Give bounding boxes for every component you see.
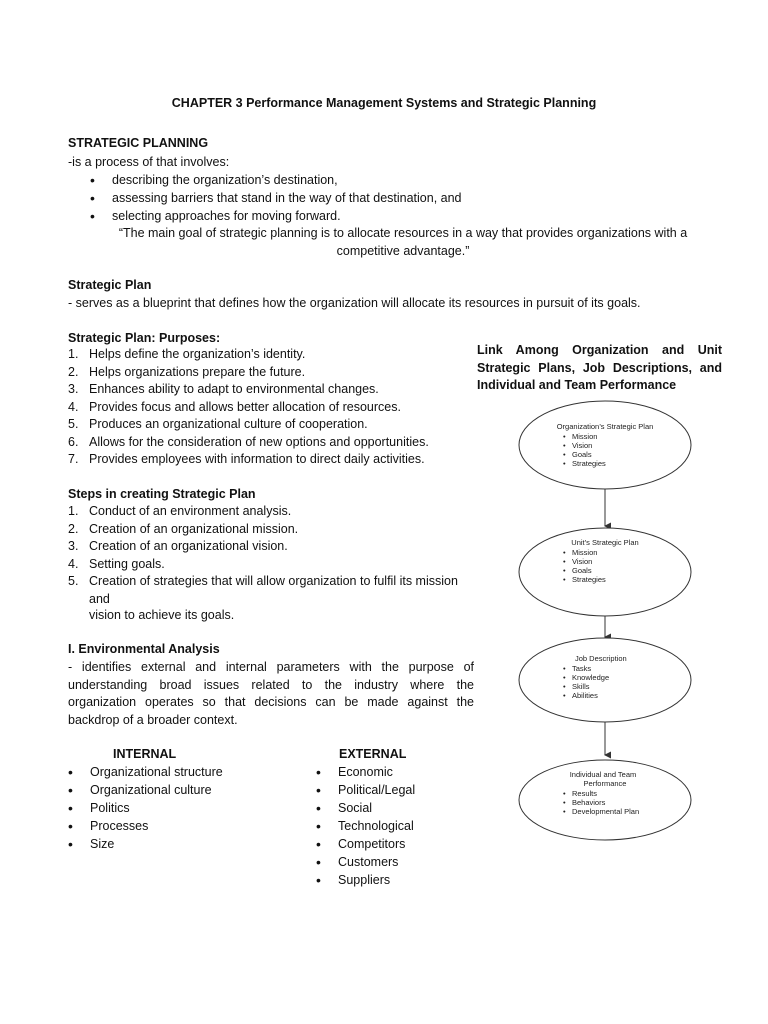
description-line: understanding broad issues related to the industry where the [68,677,474,692]
node-title: Organization’s Strategic Plan [556,422,654,431]
list-item [68,399,429,417]
strategic-plan-heading: Strategic Plan [68,278,152,292]
item-number: 1. [68,504,79,518]
node-item: Strategies [572,575,606,584]
bullet-icon: • [563,664,566,673]
node-item: Skills [572,682,590,691]
item-text: Creation of an organizational mission. [89,521,299,536]
bullet-icon: • [563,807,566,816]
node-item: Mission [572,432,598,441]
list-item: • Technological [314,817,415,835]
item-number: 5. [68,574,79,588]
node-item: Tasks [572,664,592,673]
bullet-icon: • [563,548,566,557]
purposes-list [68,346,429,469]
external-heading: EXTERNAL [339,747,407,761]
item-number: 3. [68,539,79,553]
list-item: • Economic [314,763,415,781]
node-item: Vision [572,441,593,450]
item-text: Creation of an organizational vision. [89,539,288,553]
node-title: Unit’s Strategic Plan [571,538,639,547]
bullet-icon: • [563,798,566,807]
diagram-heading-line: Individual and Team Performance [477,378,677,392]
environmental-description [68,659,474,729]
node-item: Vision [572,557,593,566]
list-item [68,521,458,539]
node-item: Strategies [572,459,606,468]
bullet-icon: • [563,557,566,566]
list-item [68,416,429,434]
list-item: • Competitors [314,835,415,853]
page-title: CHAPTER 3 Performance Management Systems and Strategic Planning [171,96,597,110]
list-item [68,346,429,364]
item-number: 4. [68,399,79,414]
item-text: Conduct of an environment analysis. [89,504,292,518]
item-number: 6. [68,434,79,449]
item-text: Helps define the organization’s identity. [89,347,306,361]
node-title: Job Description [575,654,627,663]
item-number: 5. [68,417,79,431]
list-item: • Processes [66,817,223,835]
list-item: • Size [66,835,223,853]
node-item: Knowledge [572,673,610,682]
item-text: Enhances ability to adapt to environmental changes. [89,382,379,396]
list-item [68,573,458,591]
strategic-planning-intro: -is a process of that involves: [68,155,230,169]
internal-heading: INTERNAL [113,747,177,761]
list-item [68,538,458,556]
diagram-heading-line: Link Among Organization and Unit [477,343,722,357]
strategic-planning-heading: STRATEGIC PLANNING [68,136,209,150]
item-text: Provides employees with information to direct daily activities. [89,452,425,466]
bullet-icon: • [563,450,566,459]
list-item: • describing the organization’s destination, [88,171,462,189]
node-item: Developmental Plan [572,807,640,816]
list-item [68,434,429,452]
item-text: Produces an organizational culture of cooperation. [89,417,368,431]
item-text: Allows for the consideration of new options and opportunities. [89,434,429,449]
list-item [68,556,458,574]
quote-line: “The main goal of strategic planning is to allocate resources in a way that provides organizations with a [118,226,688,240]
list-item: • Politics [66,799,223,817]
node-title: Performance [583,779,627,788]
list-item: • Organizational culture [66,781,223,799]
environmental-heading: I. Environmental Analysis [68,642,220,656]
list-item: • assessing barriers that stand in the way of that destination, and [88,189,462,207]
item-number: 2. [68,521,79,536]
description-line: - identifies external and internal parameters with the purpose of [68,660,474,674]
item-text: Helps organizations prepare the future. [89,364,306,379]
item-text: Setting goals. [89,556,165,571]
steps-continuation: vision to achieve its goals. [89,608,235,622]
flow-diagram [505,400,705,845]
steps-heading: Steps in creating Strategic Plan [68,487,256,501]
bullet-icon: • [563,566,566,575]
item-number: 3. [68,382,79,396]
list-item [68,381,429,399]
quote-line: competitive advantage.” [336,243,470,258]
node-item: Behaviors [572,798,606,807]
item-text: Creation of strategies that will allow organization to fulfil its mission [89,574,458,588]
item-text: Provides focus and allows better allocation of resources. [89,399,401,414]
internal-list [66,763,223,853]
description-line: backdrop of a broader context. [68,712,238,727]
item-number: 7. [68,452,79,466]
diagram-heading [477,342,722,395]
bullet-icon: • [563,432,566,441]
list-item: • Political/Legal [314,781,415,799]
purposes-heading: Strategic Plan: Purposes: [68,331,221,345]
bullet-icon: • [563,673,566,682]
list-item-continuation: and [89,591,110,606]
node-item: Goals [572,450,592,459]
external-list [314,763,415,889]
node-item: Results [572,789,598,798]
bullet-icon: • [563,789,566,798]
bullet-icon: • [563,459,566,468]
list-item [68,503,458,521]
strategic-planning-bullets [88,171,462,225]
item-number: 1. [68,347,79,361]
node-item: Abilities [572,691,598,700]
node-item: Mission [572,548,598,557]
strategic-planning-quote [68,225,738,260]
bullet-icon: • [563,441,566,450]
list-item: • selecting approaches for moving forward. [88,207,462,225]
list-item [68,451,429,469]
node-title: Individual and Team [569,770,637,779]
list-item [68,364,429,382]
bullet-icon: • [563,575,566,584]
strategic-plan-node [519,401,691,489]
diagram-heading-line: Strategic Plans, Job Descriptions, and [477,360,722,375]
list-item: • Social [314,799,415,817]
description-line: organization operates so that decisions can be made against the [68,695,474,709]
bullet-icon: • [563,682,566,691]
list-item: • Organizational structure [66,763,223,781]
bullet-icon: • [563,691,566,700]
list-item: • Customers [314,853,415,871]
list-item: • Suppliers [314,871,415,889]
steps-list [68,503,458,608]
item-number: 2. [68,364,79,379]
item-number: 4. [68,556,79,571]
strategic-plan-definition: - serves as a blueprint that defines how the organization will allocate its resources in pursuit of its goals. [68,296,641,310]
node-item: Goals [572,566,592,575]
